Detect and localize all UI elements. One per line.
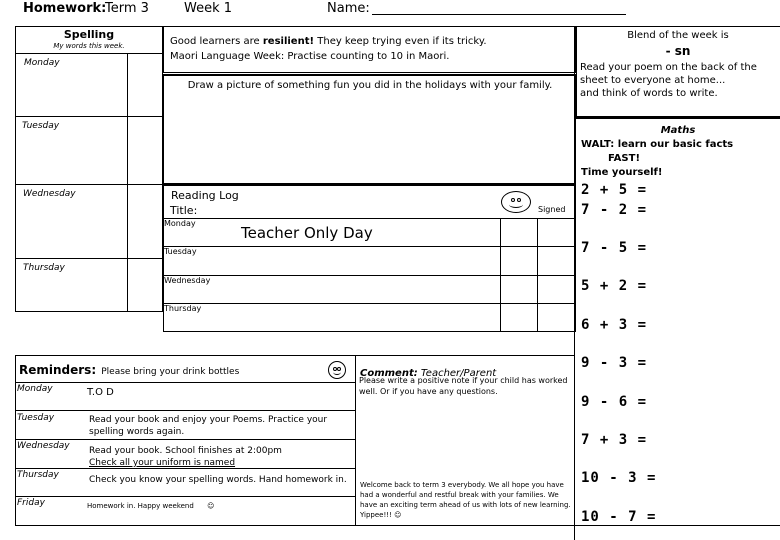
divider [15, 53, 163, 54]
reminder-day: Monday [17, 384, 53, 394]
divider [574, 525, 780, 526]
reminder-day: Wednesday [17, 441, 70, 451]
name-label: Name: [327, 1, 370, 16]
term-label: Term 3 [105, 1, 149, 16]
homework-label: Homework: [23, 1, 107, 16]
maths-fact: 7 - 5 = [581, 240, 648, 256]
reading-day-thursday: Thursday [164, 304, 202, 313]
maths-fact: 2 + 5 = [581, 182, 648, 198]
divider [163, 275, 576, 276]
maths-fact: 5 + 2 = [581, 278, 648, 294]
blend-line2: sheet to everyone at home... [580, 75, 726, 86]
reminder-text: T.O D [87, 387, 114, 398]
message-box [163, 26, 576, 73]
divider [15, 116, 163, 117]
maths-fact: 6 + 3 = [581, 317, 648, 333]
signed-label: Signed [538, 205, 566, 214]
divider [15, 410, 356, 411]
maths-fact: 10 - 3 = [581, 470, 657, 486]
reminders-header: Reminders: Please bring your drink bottles [19, 363, 240, 377]
spelling-title: Spelling [63, 28, 115, 41]
divider [574, 26, 780, 27]
divider [15, 184, 163, 185]
maori-message: Maori Language Week: Practise counting to 10 in Maori. [170, 51, 450, 62]
reminder-day: Friday [17, 498, 45, 508]
reminder-text: Read your book and enjoy your Poems. Practice your spelling words again. [89, 415, 328, 437]
maths-walt: WALT: learn our basic facts [581, 139, 734, 150]
reading-log-title-label: Title: [170, 204, 198, 217]
blend-line1: Read your poem on the back of the [580, 62, 757, 73]
reading-day-wednesday: Wednesday [164, 276, 211, 285]
maths-walt-fast: FAST! [608, 153, 641, 164]
maths-time-yourself: Time yourself! [581, 167, 663, 178]
resilient-message: Good learners are resilient! They keep trying even if its tricky. [170, 36, 487, 47]
divider [15, 382, 356, 383]
spelling-subtitle: My words this week. [53, 42, 125, 50]
reading-day-monday: Monday [164, 219, 196, 228]
reading-log-title: Reading Log [171, 189, 239, 202]
divider [15, 496, 356, 497]
maths-fact: 7 - 2 = [581, 202, 648, 218]
blend-line3: and think of words to write. [580, 88, 718, 99]
reminder-text-2: Check all your uniform is named [89, 458, 236, 468]
reminder-text: Check you know your spelling words. Hand homework in. [89, 475, 347, 485]
drawing-instruction: Draw a picture of something fun you did in the holidays with your family. [187, 80, 553, 91]
maths-fact: 9 - 6 = [581, 394, 648, 410]
comment-instruction: Please write a positive note if your child has worked well. Or if you have any questions. [359, 376, 568, 396]
spelling-day-wednesday: Wednesday [23, 189, 76, 199]
maths-fact: 9 - 3 = [581, 355, 648, 371]
maths-fact: 7 + 3 = [581, 432, 648, 448]
divider [537, 218, 538, 332]
welcome-message: Welcome back to term 3 everybody. We all hope you have had a wonderful and restful break with your families. We have an exciting term ahead of us with lots of new learning. Yippee!!! ☺ [360, 481, 571, 519]
reminder-text: Read your book. School finishes at 2:00pm [89, 446, 282, 456]
blend-value: - sn [665, 44, 691, 58]
week-label: Week 1 [184, 1, 233, 16]
reminder-day: Thursday [17, 470, 59, 480]
reminder-text: Homework in. Happy weekend ☺ [87, 502, 215, 510]
divider [15, 468, 356, 469]
divider [163, 246, 576, 247]
comment-header: Comment: Teacher/Parent [360, 368, 497, 379]
reminder-day: Tuesday [17, 413, 55, 423]
spelling-input-monday[interactable] [129, 55, 162, 115]
smiley-face-icon [501, 191, 531, 213]
reading-day-tuesday: Tuesday [164, 247, 197, 256]
divider [500, 218, 501, 332]
divider [574, 116, 780, 119]
divider [163, 303, 576, 304]
divider [127, 53, 128, 311]
name-line[interactable] [372, 14, 626, 15]
teacher-only-day-note: Teacher Only Day [241, 224, 373, 242]
blend-title: Blend of the week is [627, 30, 729, 41]
smiley-face-icon [328, 361, 346, 379]
divider [15, 439, 356, 440]
spelling-day-thursday: Thursday [23, 263, 65, 273]
spelling-day-monday: Monday [24, 58, 60, 68]
maths-title: Maths [660, 125, 696, 136]
divider [163, 218, 576, 219]
divider [15, 258, 163, 259]
maths-fact: 10 - 7 = [581, 509, 657, 525]
spelling-day-tuesday: Tuesday [22, 121, 60, 131]
